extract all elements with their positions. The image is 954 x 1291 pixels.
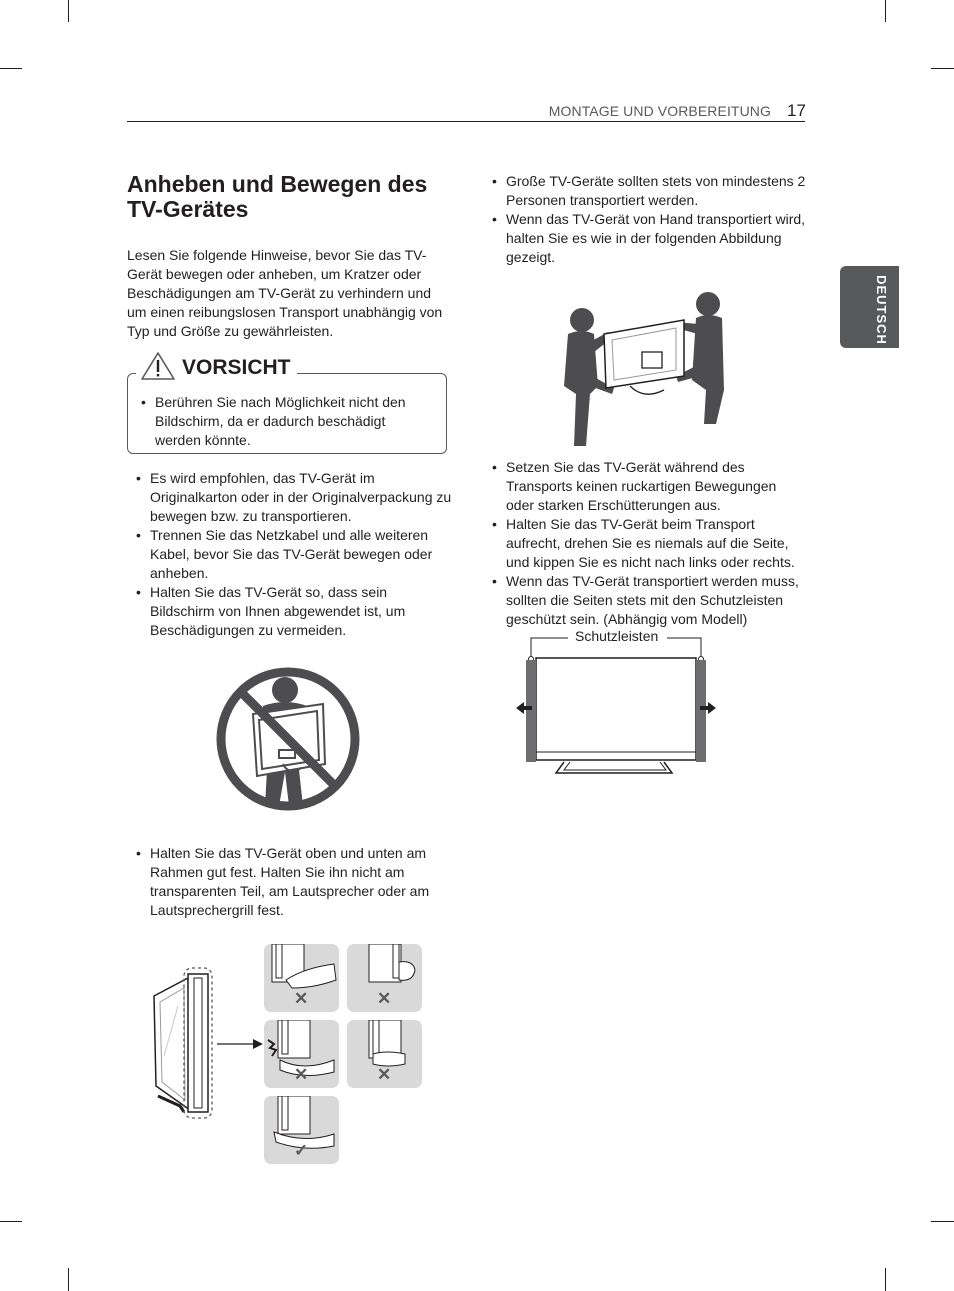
crop-mark: [68, 1268, 69, 1291]
page-number: 17: [787, 101, 806, 120]
cross-icon: ✕: [294, 989, 309, 1008]
right-bullet-list: [483, 172, 808, 267]
cross-icon: ✕: [377, 989, 392, 1008]
crop-mark: [885, 1268, 886, 1291]
header-rule: [127, 121, 805, 122]
list-item: • Große TV-Geräte sollten stets von mindestens 2 Personen transportiert werden.: [483, 172, 808, 210]
tv-side-view-illustration: [150, 966, 220, 1127]
check-icon: ✓: [294, 1141, 309, 1160]
cross-icon: ✕: [294, 1065, 309, 1084]
crop-mark: [0, 1221, 22, 1222]
caution-title: VORSICHT: [182, 356, 291, 379]
cross-icon: ✕: [377, 1065, 392, 1084]
caution-list: [132, 393, 432, 450]
page-title: Anheben und Bewegen des TV-Gerätes: [127, 171, 428, 222]
grip-wrong-panel: [347, 944, 422, 1012]
list-item: • Setzen Sie das TV-Gerät während des Transports keinen ruckartigen Bewegungen oder starken Erschütterungen aus.: [483, 458, 808, 515]
grip-correct-panel: [264, 1096, 339, 1164]
grip-wrong-panel: [264, 944, 339, 1012]
crop-mark: [0, 68, 22, 69]
crop-mark: [68, 0, 69, 22]
list-item: • Halten Sie das TV-Gerät so, dass sein Bildschirm von Ihnen abgewendet ist, um Beschädigungen zu vermeiden.: [127, 583, 452, 640]
crop-mark: [931, 1221, 954, 1222]
crop-mark: [885, 0, 886, 22]
list-item: • Wenn das TV-Gerät transportiert werden muss, sollten die Seiten stets mit den Schutzleisten geschützt sein. (Abhängig vom Modell): [483, 572, 808, 629]
grip-wrong-panel: [347, 1020, 422, 1088]
list-item: • Halten Sie das TV-Gerät oben und unten am Rahmen gut fest. Halten Sie ihn nicht am transparenten Teil, am Lautsprecher oder am Lautsprechergrill fest.: [127, 844, 452, 920]
section-title: MONTAGE UND VORBEREITUNG: [548, 103, 771, 119]
right-bullet-list-2: [483, 458, 808, 629]
list-item: • Trennen Sie das Netzkabel und alle weiteren Kabel, bevor Sie das TV-Gerät bewegen oder anheben.: [127, 526, 452, 583]
grip-wrong-panel: [264, 1020, 339, 1088]
language-tab-label: DEUTSCH: [874, 275, 889, 345]
caution-item: • Berühren Sie nach Möglichkeit nicht den Bildschirm, da er dadurch beschädigt werden könnte.: [132, 393, 432, 450]
prohibited-carry-illustration: [213, 664, 363, 819]
list-item: • Wenn das TV-Gerät von Hand transportiert wird, halten Sie es wie in der folgenden Abbildung gezeigt.: [483, 210, 808, 267]
intro-paragraph: Lesen Sie folgende Hinweise, bevor Sie das TV-Gerät bewegen oder anheben, um Kratzer oder Beschädigungen am TV-Gerät zu verhindern und um einen reibungslosen Transport unabhängig von Typ und Größe zu gewährleisten.: [127, 247, 443, 339]
language-tab: [840, 266, 899, 348]
left-bullet-list: [127, 469, 452, 640]
protective-strips-illustration: [512, 630, 722, 785]
warning-icon: [140, 351, 176, 386]
caution-heading: [136, 351, 297, 385]
left-bullet-list-2: [127, 844, 452, 920]
arrow-icon: [217, 1037, 263, 1055]
crop-mark: [931, 68, 954, 69]
list-item: • Es wird empfohlen, das TV-Gerät im Originalkarton oder in der Originalverpackung zu bewegen bzw. zu transportieren.: [127, 469, 452, 526]
two-person-carry-illustration: [560, 290, 730, 453]
list-item: • Halten Sie das TV-Gerät beim Transport aufrecht, drehen Sie es niemals auf die Seite, und kippen Sie es nicht nach links oder rechts.: [483, 515, 808, 572]
figure-label: Schutzleisten: [575, 628, 659, 644]
